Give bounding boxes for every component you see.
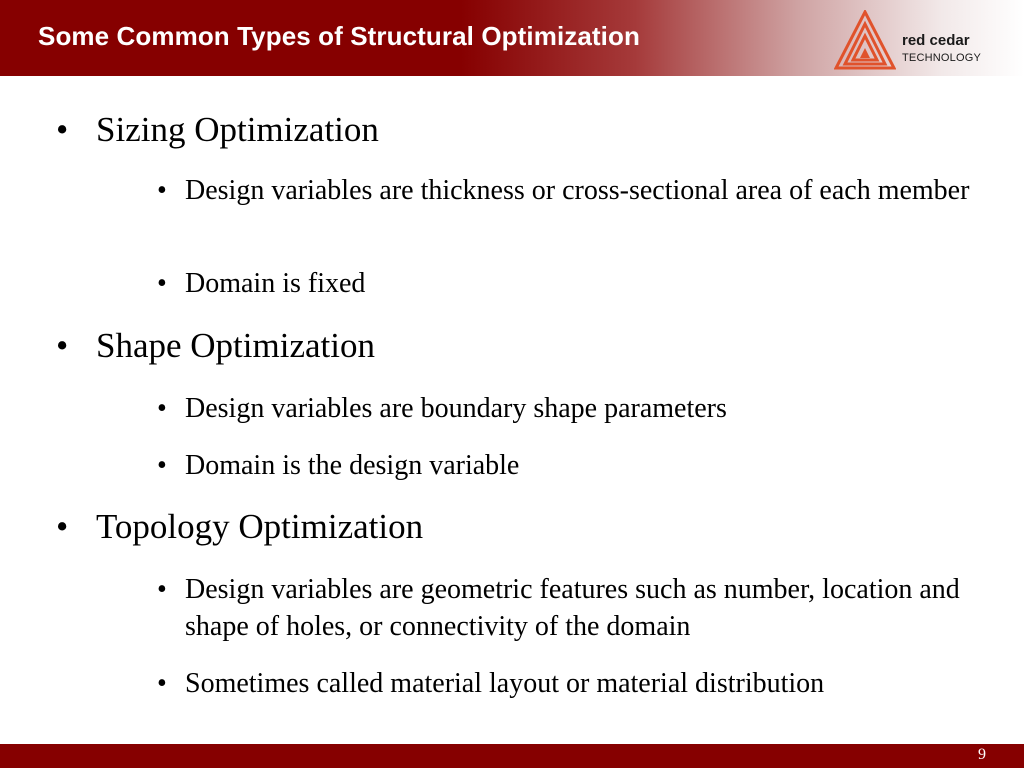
sub-bullet: [157, 265, 977, 302]
slide-title: Some Common Types of Structural Optimization: [38, 21, 640, 51]
footer-bar: [0, 744, 1024, 768]
bullet-icon: •: [157, 393, 167, 424]
sub-bullet-text: Design variables are boundary shape parameters: [185, 393, 727, 424]
red-cedar-logo-icon: [834, 10, 896, 70]
section-heading-text: Sizing Optimization: [96, 110, 379, 149]
sub-bullet-text: Sometimes called material layout or material distribution: [185, 668, 825, 699]
section-heading-text: Shape Optimization: [96, 326, 375, 365]
bullet-icon: •: [56, 326, 69, 365]
company-logo: [834, 10, 994, 70]
bullet-icon: •: [157, 268, 167, 299]
bullet-icon: •: [157, 668, 167, 699]
page-number: 9: [978, 746, 986, 763]
sub-bullet: [157, 571, 977, 645]
sub-bullet: [157, 390, 977, 427]
logo-name: red cedar: [902, 32, 970, 49]
logo-subtitle: TECHNOLOGY: [902, 52, 982, 64]
sub-bullet-text: Design variables are thickness or cross-sectional area of each member: [185, 175, 970, 206]
sub-bullet-text: Domain is fixed: [185, 268, 366, 299]
sub-bullet-text: Design variables are geometric features such as number, location and shape of holes, or connectivity of the domain: [185, 574, 960, 642]
sub-bullet: [157, 172, 977, 209]
header-bar: [0, 0, 1024, 76]
sub-bullet-text: Domain is the design variable: [185, 450, 520, 481]
bullet-icon: •: [157, 574, 167, 605]
section-heading-text: Topology Optimization: [96, 507, 424, 546]
bullet-icon: •: [157, 175, 167, 206]
bullet-icon: •: [56, 507, 69, 546]
sub-bullet: [157, 447, 977, 484]
bullet-icon: •: [157, 450, 167, 481]
bullet-icon: •: [56, 110, 69, 149]
sub-bullet: [157, 665, 977, 702]
